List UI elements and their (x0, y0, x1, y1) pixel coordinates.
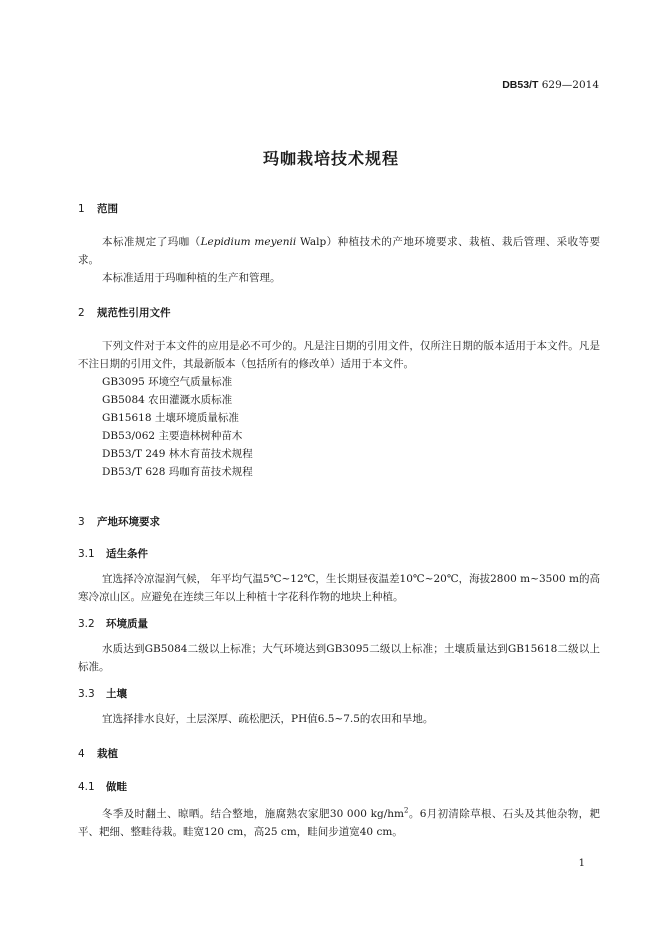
section-title: 适生条件 (106, 548, 148, 560)
section-title: 栽植 (97, 748, 118, 760)
section-3-1-heading (78, 546, 148, 561)
reference-item: DB53/062 主要造林树种苗木 (102, 430, 243, 442)
section-number: 3.2 (78, 618, 95, 630)
section-number: 2 (78, 307, 85, 319)
section-2-heading (78, 305, 171, 320)
section-number: 4 (78, 748, 85, 760)
ridging-paragraph (78, 805, 600, 841)
page-title: 玛咖栽培技术规程 (262, 149, 399, 168)
references-paragraph: 下列文件对于本文件的应用是必不可少的。凡是注日期的引用文件，仅所注日期的版本适用于本文件。凡是不注日期的引用文件，其最新版本（包括所有的修改单）适用于本文件。 (78, 340, 600, 370)
section-number: 1 (78, 203, 85, 215)
standard-prefix: DB53/T (502, 79, 539, 91)
section-4-heading (78, 746, 118, 761)
section-number: 3.3 (78, 688, 95, 700)
soil-paragraph: 宜选择排水良好，土层深厚、疏松肥沃，PH值6.5~7.5的农田和旱地。 (102, 713, 434, 725)
section-title: 规范性引用文件 (97, 307, 171, 319)
section-3-3-heading (78, 686, 127, 701)
standard-code (502, 79, 599, 91)
reference-item: GB15618 土壤环境质量标准 (102, 412, 239, 424)
text-run: 。6月初清除草根、石头及其他杂物，耙平、耙细、整畦待栽。畦宽120 cm，高25 cm，畦间步道宽40 cm。 (78, 808, 600, 838)
scope-paragraph-2: 本标准适用于玛咖种植的生产和管理。 (102, 272, 281, 284)
section-number: 4.1 (78, 781, 95, 793)
reference-item: DB53/T 628 玛咖育苗技术规程 (102, 466, 253, 478)
section-3-heading (78, 514, 160, 529)
section-number: 3 (78, 516, 85, 528)
section-title: 环境质量 (106, 618, 148, 630)
text-run: 本标准规定了玛咖（ (102, 236, 201, 248)
scope-paragraph-1 (78, 233, 600, 269)
section-1-heading (78, 201, 118, 216)
section-4-1-heading (78, 779, 127, 794)
latin-name: Lepidium meyenii (200, 236, 297, 248)
conditions-paragraph: 宜选择冷凉湿润气候， 年平均气温5℃~12℃，生长期昼夜温差10℃~20℃，海拔2800 m~3500 m的高寒冷凉山区。应避免在连续三年以上种植十字花科作物的地块上种植。 (78, 573, 600, 603)
section-3-2-heading (78, 616, 148, 631)
reference-item: GB5084 农田灌溉水质标准 (102, 394, 233, 406)
section-title: 土壤 (106, 688, 127, 700)
section-title: 产地环境要求 (97, 516, 160, 528)
section-title: 做畦 (106, 781, 127, 793)
standard-number: 629—2014 (541, 79, 599, 91)
reference-item: GB3095 环境空气质量标准 (102, 376, 233, 388)
text-run: 冬季及时翻土、晾晒。结合整地，施腐熟农家肥30 000 kg/hm (102, 808, 405, 820)
text-run: Walp）种植技术的产地环境要求、栽植、栽后管理、采收等要求。 (78, 236, 600, 266)
section-title: 范围 (97, 203, 118, 215)
section-number: 3.1 (78, 548, 95, 560)
environment-paragraph: 水质达到GB5084二级以上标准；大气环境达到GB3095二级以上标准；土壤质量达到GB15618二级以上标准。 (78, 643, 600, 673)
superscript: 2 (404, 806, 409, 815)
page-number: 1 (578, 858, 585, 869)
reference-item: DB53/T 249 林木育苗技术规程 (102, 448, 253, 460)
